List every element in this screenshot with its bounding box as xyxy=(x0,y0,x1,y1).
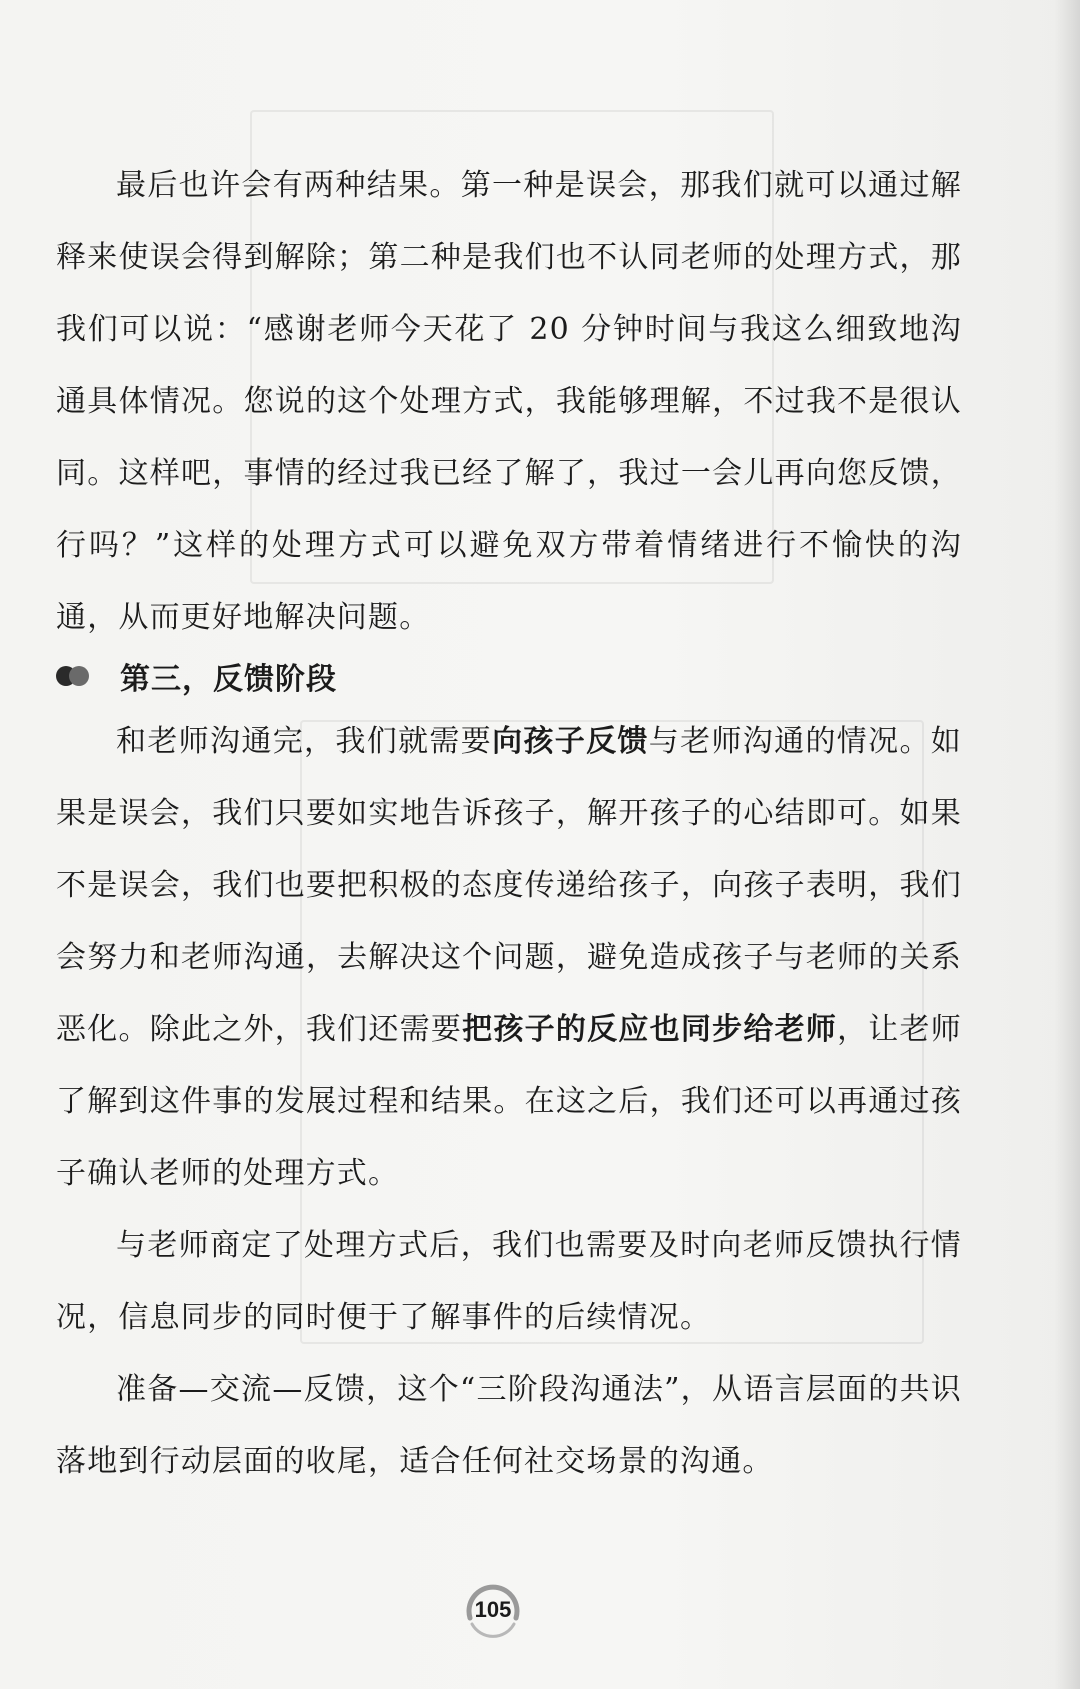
paragraph-feedback-text: 与老师沟通的情况。如果是误会，我们只要如实地告诉孩子，解开孩子的心结即可。如果不是误会，我们也要把积极的态度传递给孩子，向孩子表明，我们会努力和老师沟通，去解决这个问题，避免造成孩子与老师的关系恶化。除此之外，我们还需要 xyxy=(56,724,963,1047)
paragraph-summary: 准备—交流—反馈，这个“三阶段沟通法”，从语言层面的共识落地到行动层面的收尾，适合任何社交场景的沟通。 xyxy=(56,1372,962,1479)
paragraph-feedback-text: ，让老师了解到这件事的发展过程和结果。在这之后，我们还可以再通过孩子确认老师的处理方式。 xyxy=(56,1012,962,1191)
double-dot-bullet-icon xyxy=(56,664,100,688)
top-paragraph-block xyxy=(56,150,962,654)
emphasis-sync-to-teacher: 把孩子的反应也同步给老师 xyxy=(462,1012,838,1047)
section-heading-text: 第三，反馈阶段 xyxy=(120,662,337,697)
paragraph-results: 最后也许会有两种结果。第一种是误会，那我们就可以通过解释来使误会得到解除；第二种是我们也不认同老师的处理方式，那我们可以说：“感谢老师今天花了 20 分钟时间与我这么细致地沟通具体情况。您说的这个处理方式，我能够理解，不过我不是很认同。这样吧，事情的经过我已经了解了，我过一会儿再向您反馈，行吗？”这样的处理方式可以避免双方带着情绪进行不愉快的沟通，从而更好地解决问题。 xyxy=(56,168,962,635)
page-number: 105 xyxy=(474,1597,512,1622)
page-number-badge xyxy=(458,1580,528,1640)
emphasis-feedback-to-child: 向孩子反馈 xyxy=(492,724,649,759)
section-heading xyxy=(56,650,337,702)
paragraph-follow-up: 与老师商定了处理方式后，我们也需要及时向老师反馈执行情况，信息同步的同时便于了解事件的后续情况。 xyxy=(56,1228,962,1335)
paragraph-feedback-text: 和老师沟通完，我们就需要 xyxy=(116,724,493,759)
section-body xyxy=(56,706,962,1498)
page-edge-shadow xyxy=(1054,0,1080,1689)
paragraph-feedback xyxy=(56,706,962,1210)
